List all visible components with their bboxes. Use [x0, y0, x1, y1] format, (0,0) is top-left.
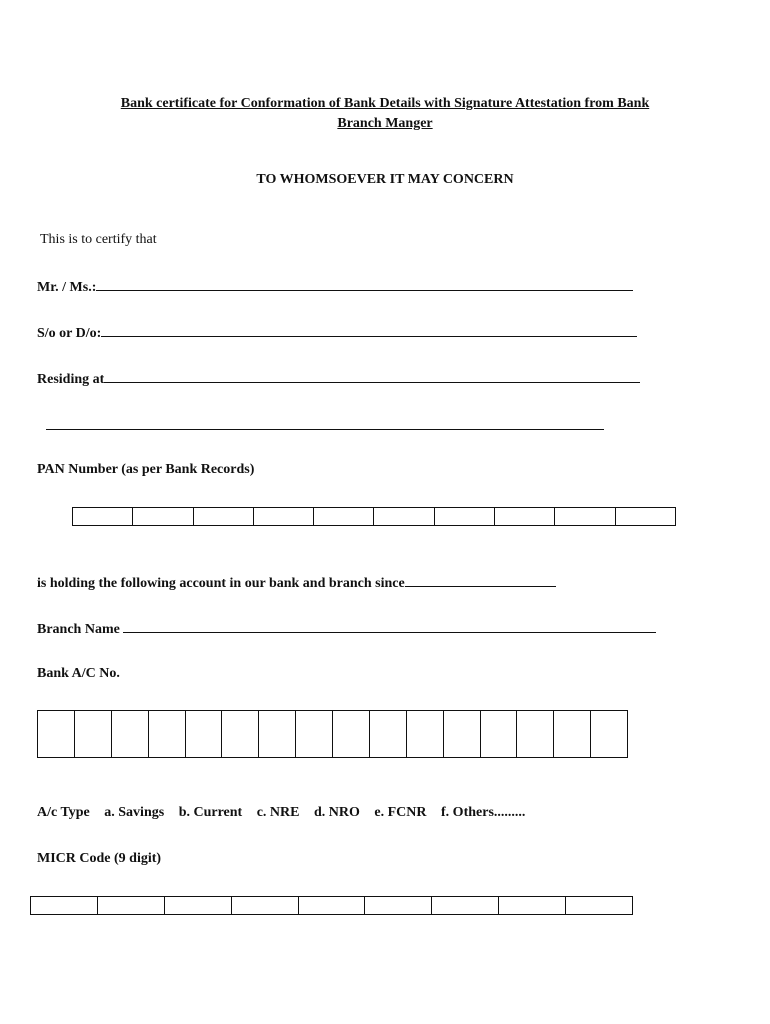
- option-nre[interactable]: c. NRE: [256, 805, 300, 820]
- holding-label: is holding the following account in our bank and branch since: [37, 576, 405, 591]
- branch-field[interactable]: [123, 620, 656, 633]
- name-row: [37, 278, 633, 296]
- account-digit-box[interactable]: [333, 711, 370, 758]
- salutation-heading: TO WHOMSOEVER IT MAY CONCERN: [256, 172, 514, 187]
- account-boxes: [37, 710, 628, 758]
- micr-digit-box[interactable]: [298, 897, 365, 915]
- pan-digit-box[interactable]: [374, 508, 434, 526]
- micr-label: MICR Code (9 digit): [37, 851, 162, 866]
- account-digit-box[interactable]: [517, 711, 554, 758]
- name-field[interactable]: [96, 278, 633, 291]
- micr-digit-box[interactable]: [365, 897, 432, 915]
- residing-label: Residing at: [37, 372, 105, 387]
- account-type-label: A/c Type: [37, 805, 90, 820]
- account-digit-box[interactable]: [74, 711, 111, 758]
- pan-digit-box[interactable]: [314, 508, 374, 526]
- account-digit-box[interactable]: [222, 711, 259, 758]
- pan-label: PAN Number (as per Bank Records): [37, 462, 255, 477]
- micr-digit-box[interactable]: [499, 897, 566, 915]
- account-digit-box[interactable]: [591, 711, 628, 758]
- address-continuation-field[interactable]: [46, 429, 604, 430]
- relation-field[interactable]: [101, 324, 637, 337]
- pan-digit-box[interactable]: [253, 508, 313, 526]
- branch-row: [37, 620, 656, 638]
- account-digit-box[interactable]: [480, 711, 517, 758]
- account-digit-box[interactable]: [185, 711, 222, 758]
- account-label: Bank A/C No.: [37, 666, 120, 681]
- pan-digit-box[interactable]: [73, 508, 133, 526]
- option-fcnr[interactable]: e. FCNR: [374, 805, 427, 820]
- account-digit-box[interactable]: [406, 711, 443, 758]
- option-others[interactable]: f. Others.........: [441, 805, 526, 820]
- pan-digit-box[interactable]: [193, 508, 253, 526]
- option-nro[interactable]: d. NRO: [314, 805, 360, 820]
- residing-field[interactable]: [104, 370, 640, 383]
- branch-label: Branch Name: [37, 622, 120, 637]
- micr-digit-box[interactable]: [164, 897, 231, 915]
- account-digit-box[interactable]: [38, 711, 75, 758]
- pan-digit-box[interactable]: [615, 508, 675, 526]
- pan-digit-box[interactable]: [133, 508, 193, 526]
- option-savings[interactable]: a. Savings: [104, 805, 165, 820]
- micr-digit-box[interactable]: [97, 897, 164, 915]
- name-label: Mr. / Ms.:: [37, 280, 97, 295]
- title-line-1: Bank certificate for Conformation of Bank Details with Signature Attestation from Bank: [120, 96, 650, 111]
- account-digit-box[interactable]: [148, 711, 185, 758]
- micr-digit-box[interactable]: [432, 897, 499, 915]
- pan-digit-box[interactable]: [434, 508, 494, 526]
- account-type-row: [37, 805, 536, 821]
- holding-row: [37, 574, 556, 592]
- title-line-2: Branch Manger: [337, 116, 433, 131]
- pan-digit-box[interactable]: [495, 508, 555, 526]
- account-digit-box[interactable]: [443, 711, 480, 758]
- since-date-field[interactable]: [405, 574, 556, 587]
- pan-boxes: [72, 507, 676, 526]
- account-digit-box[interactable]: [369, 711, 406, 758]
- micr-digit-box[interactable]: [31, 897, 98, 915]
- micr-boxes: [30, 896, 633, 915]
- intro-text: This is to certify that: [40, 232, 157, 247]
- relation-row: [37, 324, 637, 342]
- residing-row: [37, 370, 640, 388]
- document-title: [60, 94, 710, 134]
- micr-digit-box[interactable]: [566, 897, 633, 915]
- relation-label: S/o or D/o:: [37, 326, 102, 341]
- account-digit-box[interactable]: [111, 711, 148, 758]
- option-current[interactable]: b. Current: [178, 805, 243, 820]
- micr-digit-box[interactable]: [231, 897, 298, 915]
- pan-digit-box[interactable]: [555, 508, 615, 526]
- account-digit-box[interactable]: [296, 711, 333, 758]
- account-digit-box[interactable]: [259, 711, 296, 758]
- account-digit-box[interactable]: [554, 711, 591, 758]
